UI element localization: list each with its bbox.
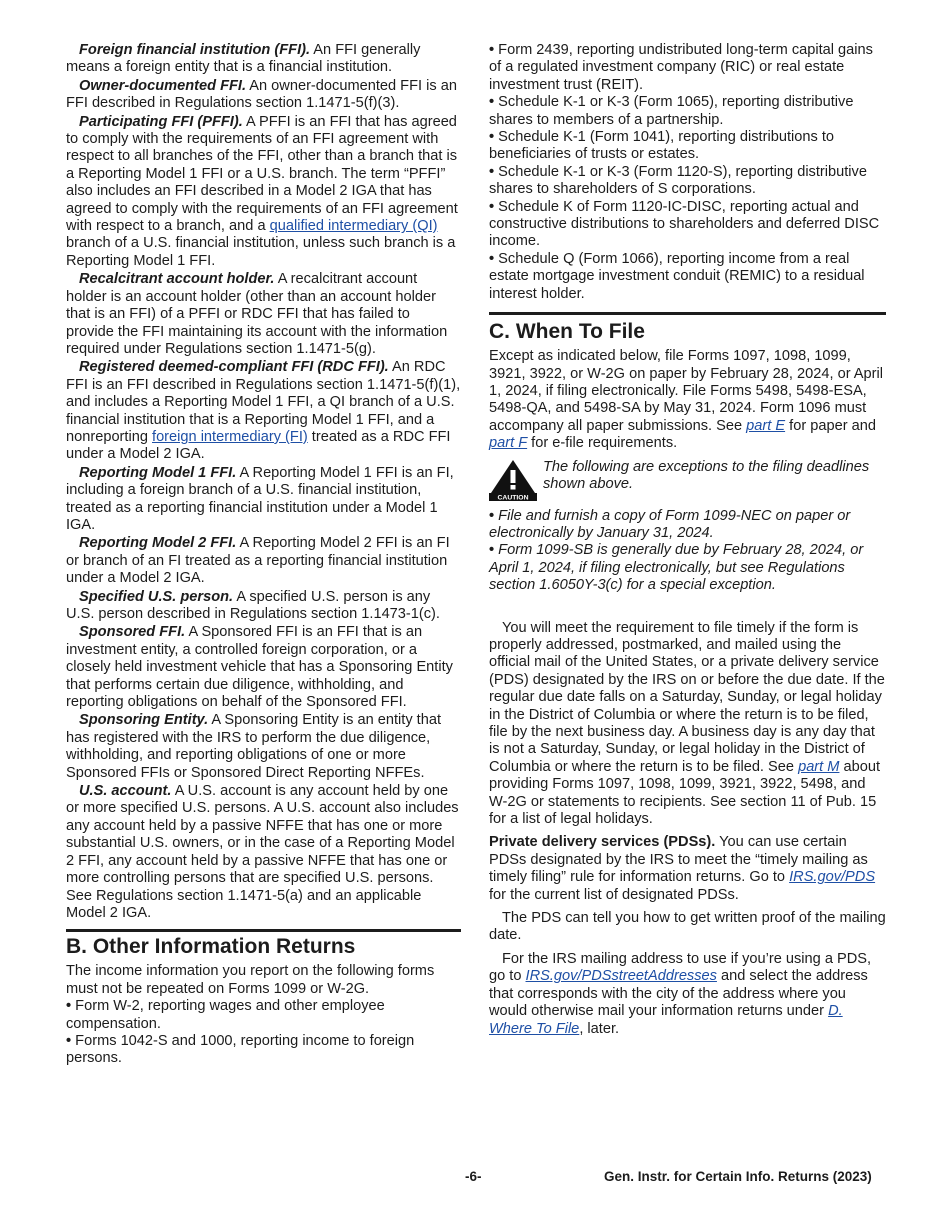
- footer-title: Gen. Instr. for Certain Info. Returns (2023): [604, 1169, 872, 1184]
- list-item: • Form 1099-SB is generally due by February 28, 2024, or April 1, 2024, if filing electronically, but see Regulations section 1.6050Y-3(c) for a special exception.: [489, 542, 864, 594]
- definition-sponsoring-entity: Sponsoring Entity. A Sponsoring Entity is an entity that has registered with the IRS to perform the due diligence, withholding, and reporting obligations of one or more Sponsored FFIs or Sponsored Direct Reporting NFFEs.: [66, 712, 442, 781]
- list-item: • File and furnish a copy of Form 1099-NEC on paper or electronically by January 31, 2024.: [489, 507, 851, 541]
- part-f-link[interactable]: part F: [489, 435, 528, 452]
- list-item: • Form W-2, reporting wages and other employee compensation.: [66, 998, 385, 1032]
- right-column: [489, 42, 886, 1044]
- section-c-heading: C. When To File: [489, 320, 645, 344]
- bullet-icon: •: [489, 542, 495, 559]
- qualified-intermediary-link[interactable]: qualified intermediary (QI): [269, 218, 438, 235]
- bullet-icon: •: [489, 129, 495, 146]
- proof-paragraph: The PDS can tell you how to get written proof of the mailing date.: [489, 910, 886, 944]
- definition-us-account: U.S. account. A U.S. account is any account held by one or more specified U.S. persons. A U.S. account also includes any account held by a passive NFFE that has one or more substantial U.S. owners, or in the case of a Reporting Model 2 FFI, any account held by a passive NFFE that has one or more controlling persons that are specified U.S. persons. See Regulations section 1.1471-5(a) and an applicable Model 2 IGA.: [66, 783, 459, 921]
- definition-ffi: Foreign financial institution (FFI). An FFI generally means a foreign entity that is a financial institution.: [66, 42, 421, 76]
- definition-specified-us-person: Specified U.S. person. A specified U.S. person is any U.S. person described in Regulations section 1.1473-1(c).: [66, 588, 440, 622]
- list-item: • Schedule Q (Form 1066), reporting income from a real estate mortgage investment conduit (REMIC) to a residual interest holder.: [489, 250, 865, 302]
- definition-rdc-ffi: Registered deemed-compliant FFI (RDC FFI). An RDC FFI is an FFI described in Regulations section 1.1471-5(f)(1), and includes a Reporting Model 1 FFI, a QI branch of a U.S. financial institution that is a Reporting Model 1 FFI, and a nonreporting foreign intermediary (FI) treated as a RDC FFI under a Model 2 IGA.: [66, 359, 461, 463]
- caution-icon: [489, 459, 537, 501]
- bullet-icon: •: [489, 94, 495, 111]
- page-number: -6-: [465, 1169, 482, 1184]
- bullet-icon: •: [489, 507, 495, 524]
- section-b-intro: The income information you report on the following forms must not be repeated on Forms 1099 or W-2G.: [66, 963, 435, 997]
- part-e-link[interactable]: part E: [746, 417, 786, 434]
- section-divider: [489, 312, 886, 315]
- section-divider: [66, 929, 461, 932]
- where-to-file-link[interactable]: D. Where To File: [489, 1003, 843, 1037]
- bullet-icon: •: [489, 163, 495, 180]
- bullet-icon: •: [489, 198, 495, 215]
- list-item: • Schedule K-1 or K-3 (Form 1120-S), reporting distributive shares to shareholders of S corporations.: [489, 163, 867, 198]
- bullet-icon: •: [489, 42, 495, 58]
- list-item: • Schedule K-1 (Form 1041), reporting distributions to beneficiaries of trusts or estates.: [489, 129, 834, 163]
- foreign-intermediary-link[interactable]: foreign intermediary (FI): [152, 428, 308, 445]
- section-c-intro: Except as indicated below, file Forms 1097, 1098, 1099, 3921, 3922, or W-2G on paper by February 28, 2024, or April 1, 2024, if filing electronically. File Forms 5498, 5498-ESA, 5498-QA, and 5498-SA by May 31, 2024. Form 1096 must accompany all paper submissions. See part E for paper and part F for e-file requirements.: [489, 348, 883, 452]
- bullet-icon: •: [489, 250, 495, 267]
- definition-reporting-model-1-ffi: Reporting Model 1 FFI. A Reporting Model 1 FFI is an FI, including a foreign branch of a U.S. financial institution, treated as a reporting financial institution under a Model 1 IGA.: [66, 464, 454, 533]
- list-item: • Forms 1042-S and 1000, reporting income to foreign persons.: [66, 1032, 415, 1067]
- pds-paragraph: Private delivery services (PDSs). You can use certain PDSs designated by the IRS to meet the “timely mailing as timely filing” rule for information returns. Go to IRS.gov/PDS for the current list of designated PDSs.: [489, 834, 876, 903]
- left-column: [66, 42, 461, 1068]
- timely-filing-paragraph: You will meet the requirement to file timely if the form is properly addressed, postmarked, and mailed using the official mail of the United States, or a private delivery service (PDS) designated by the IRS on or before the due date. If the regular due date falls on a Saturday, Sunday, or legal holiday in the District of Columbia or where the return is to be filed, file by the next business day. A business day is any day that is not a Saturday, Sunday, or legal holiday in the District of Columbia or where the return is to be filed. See part M about providing Forms 1097, 1098, 1099, 3921, 3922, 5498, and W-2G or statements to recipients. See section 11 of Pub. 15 for a list of legal holidays.: [489, 619, 885, 828]
- bullet-icon: •: [66, 998, 72, 1015]
- irs-pds-link[interactable]: IRS.gov/PDS: [789, 869, 876, 886]
- bullet-icon: •: [66, 1032, 72, 1049]
- caution-note: [489, 459, 886, 501]
- pds-street-addresses-link[interactable]: IRS.gov/PDSstreetAddresses: [525, 968, 717, 985]
- definition-recalcitrant-account-holder: Recalcitrant account holder. A recalcitrant account holder is an account holder (other than an account holder that is an FFI) of a PFFI or RDC FFI that has failed to provide the FFI maintaining its account with the information required under Regulations section 1.1471-5(g).: [66, 271, 448, 357]
- definition-pffi: Participating FFI (PFFI). A PFFI is an FFI that has agreed to comply with the requirements of an FFI agreement with respect to all branches of the FFI, other than a branch that is a Reporting Model 1 FFI or a U.S. branch. The term “PFFI” also includes an FFI described in a Model 2 IGA that has agreed to comply with the requirements of an FFI agreement with respect to a branch, and a qualified intermediary (QI) branch of a U.S. financial institution, unless such branch is a Reporting Model 1 FFI.: [66, 113, 458, 269]
- list-item: • Form 2439, reporting undistributed long-term capital gains of a regulated investment company (RIC) or real estate investment trust (REIT).: [489, 42, 873, 93]
- caution-label: CAUTION: [497, 494, 529, 501]
- definition-owner-documented-ffi: Owner-documented FFI. An owner-documented FFI is an FFI described in Regulations section 1.1471-5(f)(3).: [66, 77, 457, 112]
- section-b-heading: B. Other Information Returns: [66, 935, 356, 959]
- list-item: • Schedule K of Form 1120-IC-DISC, reporting actual and constructive distributions to shareholders and deferred DISC income.: [489, 198, 880, 250]
- definition-reporting-model-2-ffi: Reporting Model 2 FFI. A Reporting Model 2 FFI is an FI or branch of an FI treated as a reporting financial institution under a Model 2 IGA.: [66, 535, 450, 587]
- definition-sponsored-ffi: Sponsored FFI. A Sponsored FFI is an FFI that is an investment entity, a controlled foreign corporation, or a closely held investment vehicle that has a Sponsoring Entity that performs certain due diligence, withholding, and reporting obligations on behalf of the Sponsored FFI.: [66, 624, 453, 711]
- caution-text: The following are exceptions to the filing deadlines shown above.: [543, 458, 870, 492]
- part-m-link[interactable]: part M: [798, 758, 840, 775]
- list-item: • Schedule K-1 or K-3 (Form 1065), reporting distributive shares to members of a partnership.: [489, 94, 854, 128]
- mailing-address-paragraph: For the IRS mailing address to use if you’re using a PDS, go to IRS.gov/PDSstreetAddresses and select the address that corresponds with the city of the address where you would otherwise mail your information returns under D. Where To File, later.: [489, 950, 872, 1037]
